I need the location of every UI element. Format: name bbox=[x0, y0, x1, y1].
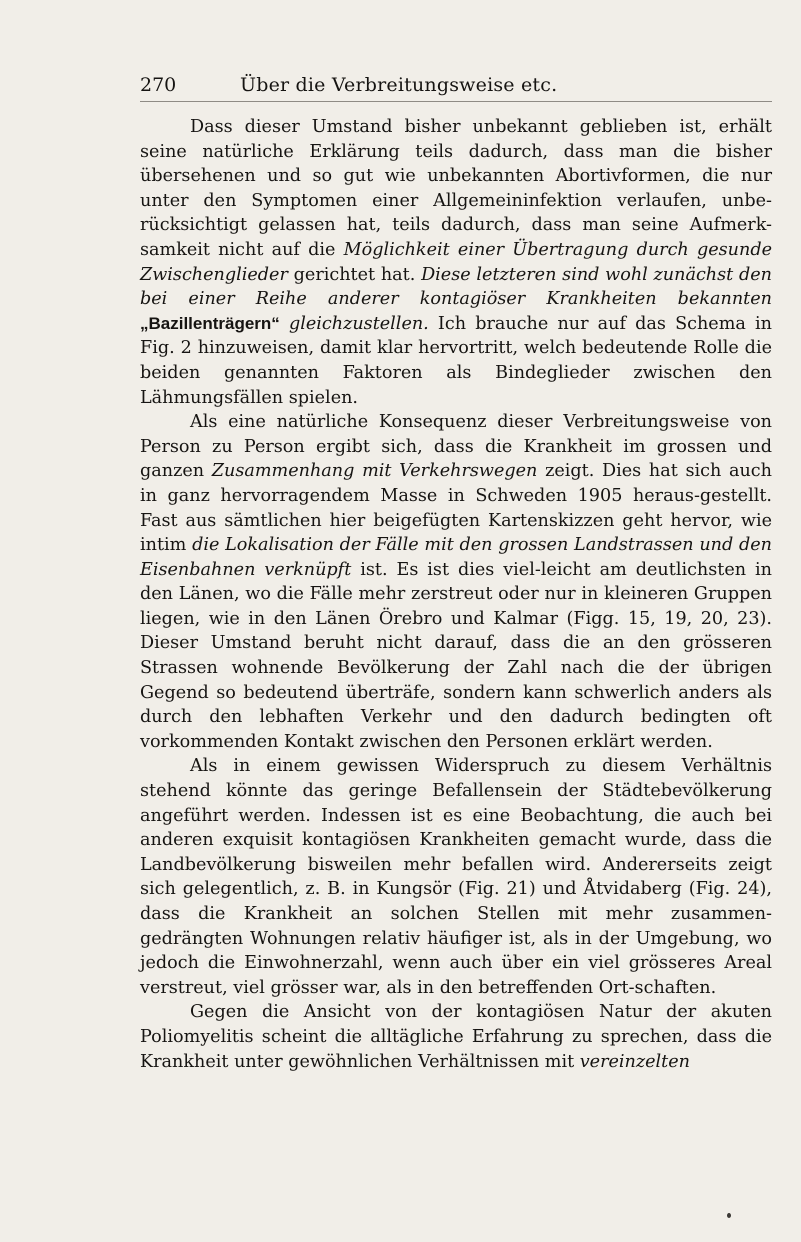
paragraph-2-emphasis-d: die Lokalisation der Fälle mit den grossen Landstrassen und den Eisenbahnen verknüpft bbox=[140, 535, 772, 580]
ink-speck bbox=[727, 1213, 731, 1218]
paragraph-2-text-a: Als eine natürliche Konsequenz dieser Verbreitungsweise von Person zu Person ergibt sich, dass die Krankheit im grossen und ganzen bbox=[140, 412, 772, 482]
paragraph-1-text-c: gerichtet hat. bbox=[287, 264, 422, 285]
paragraph-3-text-a: Als in einem gewissen Widerspruch zu diesem Verhältnis stehend könnte das geringe Befallensein der Städtebevölkerung angeführt werden. Indessen ist es eine Beobachtung, die auch bei anderen exquisit kontagiösen Krankheiten gemacht wurde, dass die Landbevölkerung bisweilen mehr befallen wird. Andererseits zeigt sich gelegentlich, z. B. in Kungsör (Fig. 21) und Åtvidaberg (Fig. 24), dass die Krankheit an solchen Stellen mit mehr zusammen-gedrängten Wohnungen relativ häufiger ist, als in der Umgebung, wo jedoch die Einwohnerzahl, wenn auch über ein viel grösseres Areal verstreut, viel grösser war, als in den betreffenden Ort-schaften. bbox=[140, 756, 772, 998]
paragraph-1-text-a: Dass dieser Umstand bisher unbekannt geblieben ist, erhält seine natürliche Erklärung teils dadurch, dass man die bisher übersehenen und so gut wie unbekannten Abortivformen, die nur unter den Symptomen einer Allgemeininfektion verlaufen, unbe-rücksichtigt gelassen hat, teils dadurch, dass man seine Aufmerk-samkeit nicht auf die bbox=[140, 117, 772, 260]
paragraph-4-emphasis-b: vereinzelten bbox=[579, 1051, 690, 1072]
page-header bbox=[140, 74, 660, 104]
paragraph-2-text-e: ist. Es ist dies viel-leicht am deutlichsten in den Länen, wo die Fälle mehr zerstreut oder nur in kleineren Gruppen liegen, wie in den Länen Örebro und Kalmar (Figg. 15, 19, 20, 23). Dieser Umstand beruht nicht darauf, dass die an den grösseren Strassen wohnende Bevölkerung der Zahl nach die der übrigen Gegend so bedeutend überträfe, sondern kann schwerlich anders als durch den lebhaften Verkehr und den dadurch bedingten oft vorkommenden Kontakt zwischen den Personen erklärt werden. bbox=[140, 559, 773, 752]
paragraph-2-emphasis-b: Zusammenhang mit Verkehrswegen bbox=[211, 461, 538, 482]
paragraph-1 bbox=[140, 115, 772, 410]
paragraph-3 bbox=[140, 754, 772, 1000]
paragraph-4 bbox=[140, 1000, 772, 1074]
paragraph-1-emphasis-d: Diese letzteren sind wohl zunächst den bei einer Reihe anderer kontagiöser Krankheiten bekannten bbox=[140, 264, 772, 310]
paragraph-1-text-g: Ich brauche nur auf das Schema in Fig. 2 hinzuweisen, damit klar hervortritt, welch bedeutende Rolle die beiden genannten Faktoren als Bindeglieder zwischen den Lähmungsfällen spielen. bbox=[140, 313, 773, 408]
header-rule bbox=[140, 101, 772, 102]
page-number: 270 bbox=[140, 74, 177, 96]
paragraph-2 bbox=[140, 410, 772, 754]
paragraph-1-emphasis-f: gleichzustellen. bbox=[279, 313, 429, 334]
running-title: Über die Verbreitungsweise etc. bbox=[240, 74, 558, 96]
paragraph-4-text-a: Gegen die Ansicht von der kontagiösen Natur der akuten Poliomyelitis scheint die alltägliche Erfahrung zu sprechen, dass die Krankheit unter gewöhnlichen Verhältnissen mit bbox=[140, 1002, 772, 1072]
paragraph-2-text-c: zeigt. Dies hat sich auch in ganz hervorragendem Masse in Schweden 1905 heraus-gestellt. Fast aus sämtlichen hier beigefügten Kartenskizzen geht hervor, wie intim bbox=[140, 461, 772, 556]
paragraph-1-emphasis-b: Möglichkeit einer Übertragung durch gesunde Zwischenglieder bbox=[140, 239, 772, 285]
paragraph-1-bold-term: „Bazillenträgern“ bbox=[140, 313, 280, 333]
body-text bbox=[140, 115, 772, 1074]
